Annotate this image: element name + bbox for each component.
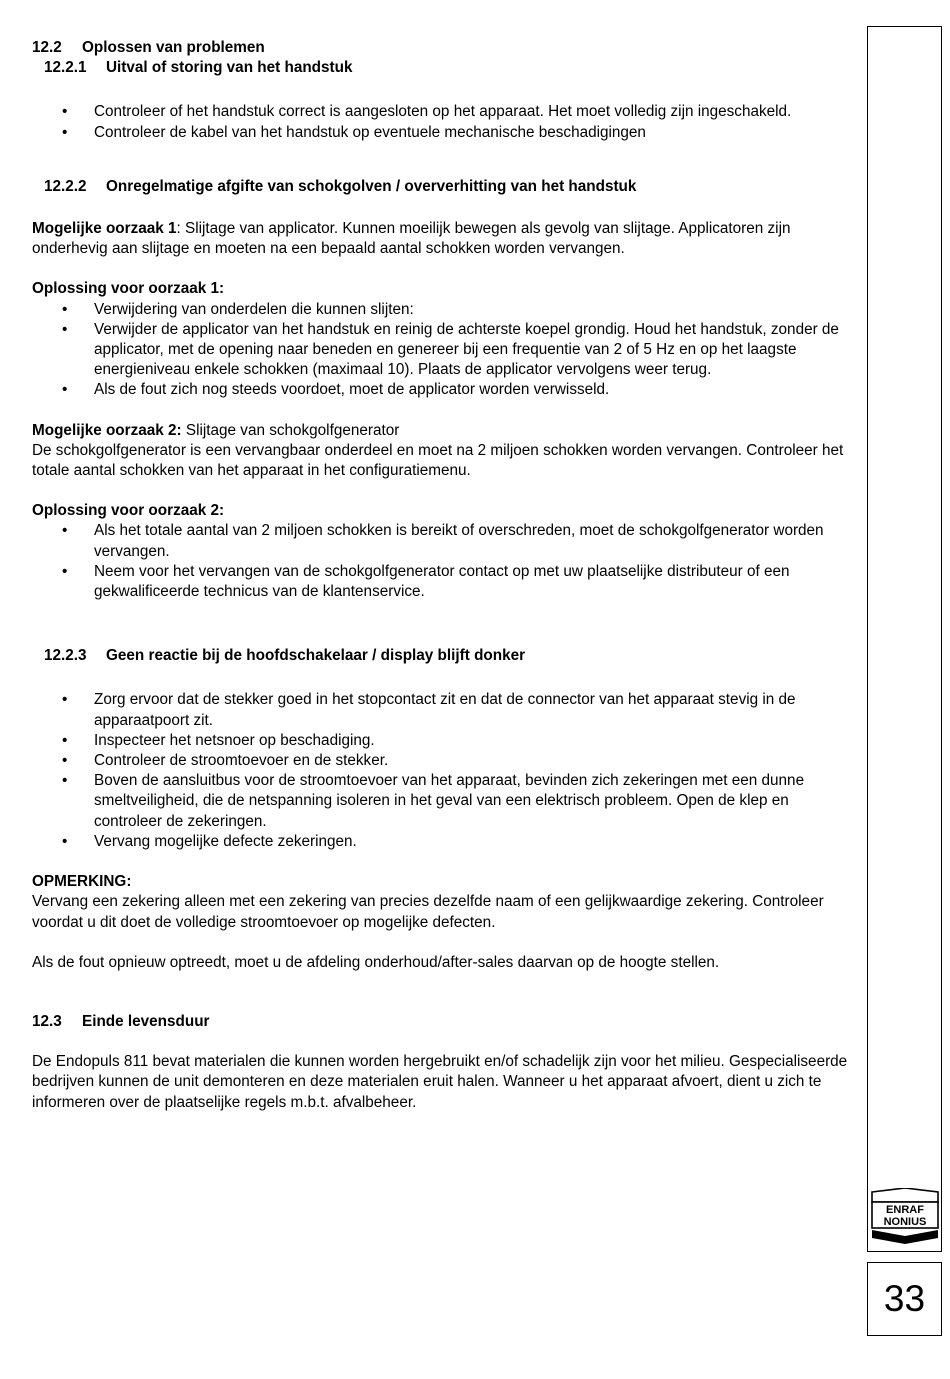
section-heading-12-2-2 [32, 177, 852, 197]
bullet-list-solution-2 [32, 521, 852, 602]
section-heading-12-2 [32, 38, 852, 58]
section-title: Uitval of storing van het handstuk [106, 59, 353, 77]
list-item: • Verwijdering van onderdelen die kunnen slijten: [32, 300, 852, 320]
section-number: 12.3 [32, 1012, 62, 1030]
list-item: • Verwijder de applicator van het handstuk en reinig de achterste koepel grondig. Houd het handstuk, zonder de applicator, met de opening naar beneden en genereer bij een frequentie van 2 of 5 Hz en op het laagste energieniveau enkele schokken (maximaal 10). Plaats de applicator vervolgens weer terug. [32, 320, 852, 381]
section-title: Geen reactie bij de hoofdschakelaar / display blijft donker [106, 647, 526, 665]
bullet-list-power [32, 690, 852, 852]
page-content [32, 38, 852, 1113]
end-of-life-paragraph: De Endopuls 811 bevat materialen die kunnen worden hergebruikt en/of schadelijk zijn voor het milieu. Gespecialiseerde bedrijven kunnen de unit demonteren en deze materialen eruit halen. Wanneer u het apparaat afvoert, dient u zich te informeren over de plaatselijke regels m.b.t. afvalbeheer. [32, 1053, 848, 1111]
list-item: • Controleer of het handstuk correct is aangesloten op het apparaat. Het moet volledig zijn ingeschakeld. [32, 102, 852, 122]
list-item: • Inspecteer het netsnoer op beschadiging. [32, 731, 852, 751]
cause-2-label: Mogelijke oorzaak 2: [32, 421, 182, 439]
list-item: • Als het totale aantal van 2 miljoen schokken is bereikt of overschreden, moet de schokgolfgenerator worden vervangen. [32, 521, 852, 561]
section-number: 12.2.2 [44, 177, 87, 195]
list-item: • Zorg ervoor dat de stekker goed in het stopcontact zit en dat de connector van het apparaat stevig in de apparaatpoort zit. [32, 690, 852, 730]
section-number: 12.2.3 [44, 647, 87, 665]
enraf-nonius-logo [870, 1188, 940, 1244]
bullet-list-solution-1 [32, 300, 852, 401]
list-item: • Controleer de kabel van het handstuk op eventuele mechanische beschadigingen [32, 123, 852, 143]
section-heading-12-2-1 [32, 58, 852, 78]
note-label: OPMERKING: [32, 873, 132, 891]
solution-1-label: Oplossing voor oorzaak 1: [32, 280, 225, 298]
cause-1-paragraph [32, 219, 852, 259]
section-title: Einde levensduur [82, 1012, 210, 1030]
section-number: 12.2 [32, 39, 62, 56]
cause-2-paragraph [32, 421, 852, 441]
bullet-list-handpiece [32, 102, 852, 142]
cause-2-text: Slijtage van schokgolfgenerator [181, 421, 400, 439]
section-number: 12.2.1 [44, 59, 87, 77]
page-number: 33 [867, 1262, 942, 1336]
section-heading-12-3 [32, 1012, 852, 1032]
note-after-text: Als de fout opnieuw optreedt, moet u de afdeling onderhoud/after-sales daarvan op de hoogte stellen. [32, 953, 720, 971]
logo-line-2: NONIUS [883, 1216, 927, 1228]
list-item: • Vervang mogelijke defecte zekeringen. [32, 832, 852, 852]
list-item: • Als de fout zich nog steeds voordoet, moet de applicator worden verwisseld. [32, 380, 852, 400]
note-text: Vervang een zekering alleen met een zekering van precies dezelfde naam of een gelijkwaardige zekering. Controleer voordat u dit doet de volledige stroomtoevoer op mogelijke defecten. [32, 893, 824, 931]
section-heading-12-2-3 [32, 646, 852, 666]
section-title: Oplossen van problemen [82, 39, 265, 56]
list-item: • Boven de aansluitbus voor de stroomtoevoer van het apparaat, bevinden zich zekeringen met een dunne smeltveiligheid, die de netspanning isoleren in het geval van een elektrisch probleem. Open de klep en controleer de zekeringen. [32, 771, 852, 832]
logo-line-1: ENRAF [886, 1204, 924, 1216]
solution-2-label: Oplossing voor oorzaak 2: [32, 502, 225, 520]
cause-1-text: : Slijtage van applicator. Kunnen moeilijk bewegen als gevolg van slijtage. Applicatoren zijn onderhevig aan slijtage en moeten na een bepaald aantal schokken worden vervangen. [32, 220, 791, 258]
cause-1-label: Mogelijke oorzaak 1 [32, 220, 177, 238]
sidebar-frame [867, 26, 942, 1252]
section-title: Onregelmatige afgifte van schokgolven / oververhitting van het handstuk [106, 177, 637, 195]
cause-2-body: De schokgolfgenerator is een vervangbaar onderdeel en moet na 2 miljoen schokken worden vervangen. Controleer het totale aantal schokken van het apparaat in het configuratiemenu. [32, 441, 844, 480]
list-item: • Controleer de stroomtoevoer en de stekker. [32, 751, 852, 771]
list-item: • Neem voor het vervangen van de schokgolfgenerator contact op met uw plaatselijke distributeur of een gekwalificeerde technicus van de klantenservice. [32, 562, 852, 602]
